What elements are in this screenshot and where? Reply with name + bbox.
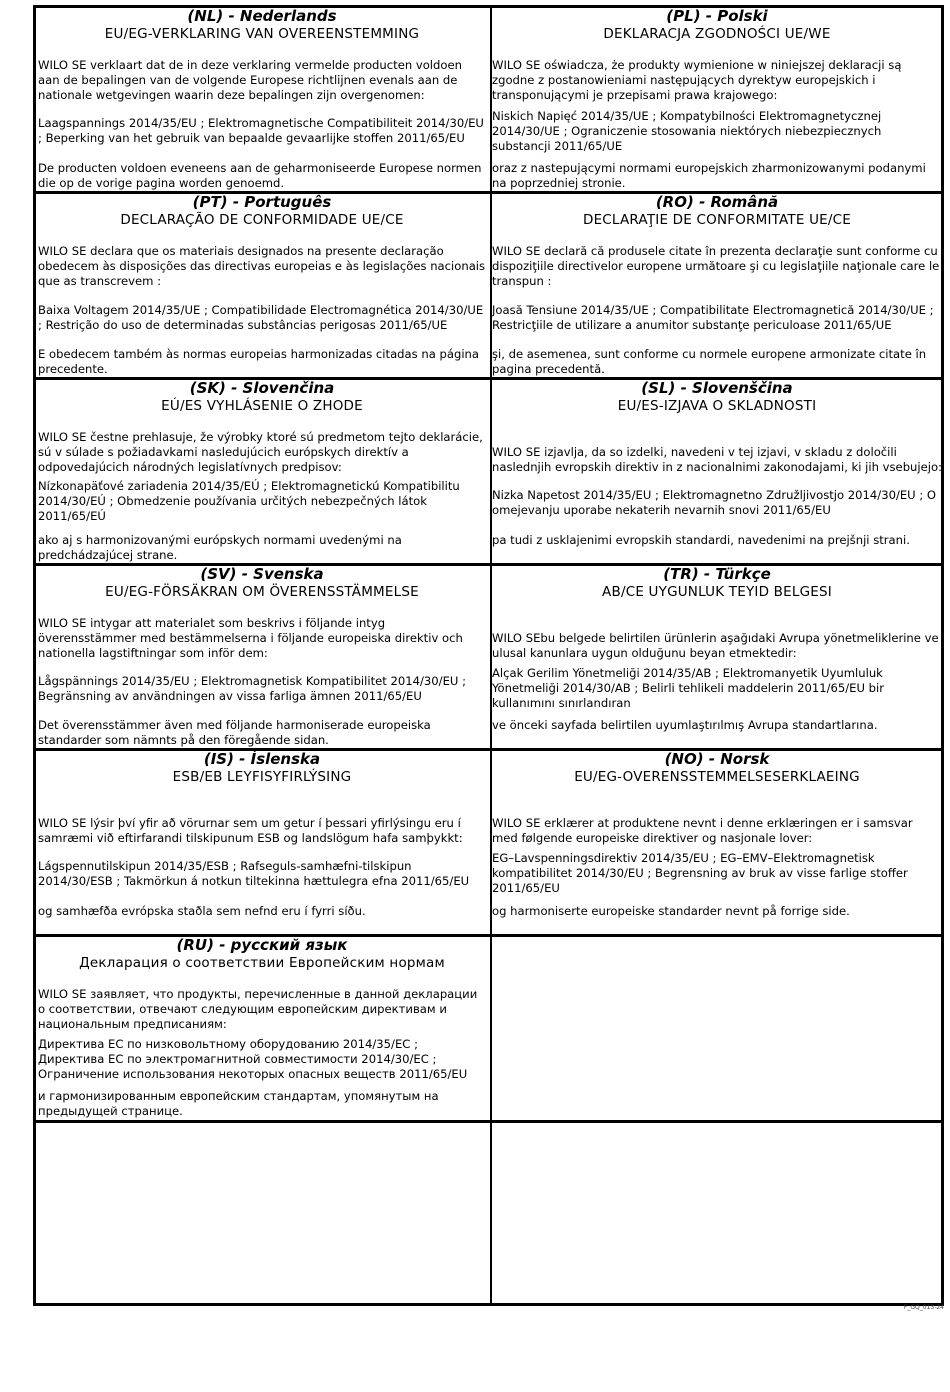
intro-text: WILO SE заявляет, что продукты, перечисленные в данной декларации о соответствии, отвечают следующим европейским директивам и национальным предписаниям: [38,987,478,1031]
declaration-heading: EU/EG-VERKLARING VAN OVEREENSTEMMING [104,26,420,42]
standards-text: ako aj s harmonizovanými európskych normami uvedenými na predchádzajúcej strane. [38,533,402,562]
standards-text: pa tudi z usklajenimi evropskih standardi, navedenimi na prejšnji strani. [492,533,910,547]
language-title: (SL) - Slovenščina [641,380,793,397]
intro-text: WILO SE declară că produsele citate în prezenta declaraţie sunt conforme cu dispoziţiile directivelor europene următoare şi cu legislaţiile naţionale care le transpun : [492,244,940,288]
standards-text: De producten voldoen eveneens aan de geharmoniseerde Europese normen die op de vorige pagina worden genoemd. [38,161,482,190]
section-sv [38,566,486,748]
directives-text: Joasă Tensiune 2014/35/UE ; Compatibilitate Electromagnetică 2014/30/UE ; Restricţiile de utilizare a anumitor substanţe periculoase 2011/65/UE [492,303,934,332]
standards-text: oraz z nastepującymi normami europejskich zharmonizowanymi podanymi na poprzedniej stronie. [492,161,926,190]
section-is [38,751,486,934]
declaration-heading: ESB/EB LEYFISYFIRLÝSING [172,769,352,785]
intro-text: WILO SE izjavlja, da so izdelki, navedeni v tej izjavi, v skladu z določili naslednjih evropskih direktiv in z nacionalnimi zakonodajami, ki jih vsebujejo: [492,445,942,474]
language-title: (SK) - Slovenčina [189,380,335,397]
standards-text: og harmoniserte europeiske standarder nevnt på forrige side. [492,904,850,918]
language-title: (IS) - Íslenska [203,751,321,768]
declaration-heading: Декларация о соответствии Европейским нормам [79,955,445,971]
directives-text: Lágspennutilskipun 2014/35/ESB ; Rafseguls-samhæfni-tilskipun 2014/30/ESB ; Takmörkun á notkun tiltekinna hættulegra efna 2011/65/EU [38,859,470,888]
directives-text: Nízkonapäťové zariadenia 2014/35/EÚ ; Elektromagnetickú Kompatibilitu 2014/30/EÚ ; Obmedzenie používania určitých nebezpečných látok 2011/65/EÚ [38,479,460,523]
directives-text: Baixa Voltagem 2014/35/UE ; Compatibilidade Electromagnética 2014/30/UE ; Restrição do uso de determinadas substâncias perigosas 2011/65/UE [38,303,484,332]
empty-cell [492,937,942,1120]
directives-text: Laagspannings 2014/35/EU ; Elektromagnetische Compatibiliteit 2014/30/EU ; Beperking van het gebruik van bepaalde gevaarlijke stoffen 2011/65/EU [38,116,484,145]
language-title: (PT) - Português [192,194,332,211]
intro-text: WILO SE čestne prehlasuje, že výrobky ktoré sú predmetom tejto deklarácie, sú v súlade s požiadavkami nasledujúcich európskych direktív a odpovedajúcich národných legislatívnych predpisov: [38,430,483,474]
section-sk [38,380,486,563]
section-pt [38,194,486,377]
standards-text: E obedecem também às normas europeias harmonizadas citadas na página precedente. [38,347,479,376]
section-tr [492,566,942,748]
section-ru [38,937,486,1120]
declaration-heading: EU/ES-IZJAVA O SKLADNOSTI [617,398,817,414]
directives-text: Nizka Napetost 2014/35/EU ; Elektromagnetno Združljivostjo 2014/30/EU ; O omejevanju uporabe nekaterih nevarnih snovi 2011/65/EU [492,488,937,517]
language-title: (PL) - Polski [666,8,768,25]
intro-text: WILO SEbu belgede belirtilen ürünlerin aşağıdaki Avrupa yönetmeliklerine ve ulusal kanunlara uygun olduğunu beyan etmektedir: [492,631,939,660]
section-sl [492,380,942,563]
section-ro [492,194,942,377]
section-nl [38,8,486,191]
directives-text: Директива ЕС по низковольтному оборудованию 2014/35/ЕС ; Директива ЕС по электромагнитной совместимости 2014/30/ЕС ; Ограничение использования некоторых опасных веществ 2011/65/EU [38,1037,468,1081]
declaration-grid [33,5,944,1306]
declaration-heading: DECLARAÇÃO DE CONFORMIDADE UE/CE [120,212,404,228]
intro-text: WILO SE oświadcza, że produkty wymienione w niniejszej deklaracji są zgodne z postanowieniami następujących dyrektyw europejskich i transponującymi je przepisami prawa krajowego: [492,58,902,102]
declaration-heading: EU/EG-FÖRSÄKRAN OM ÖVERENSSTÄMMELSE [105,584,419,600]
standards-text: şi, de asemenea, sunt conforme cu normele europene armonizate citate în pagina precedentă. [492,347,927,376]
section-pl [492,8,942,191]
language-title: (NO) - Norsk [664,751,770,768]
directives-text: Alçak Gerilim Yönetmeliği 2014/35/AB ; Elektromanyetik Uyumluluk Yönetmeliği 2014/30/AB ; Belirli tehlikeli maddelerin 2011/65/EU bir kullanımını sınırlandıran [492,666,885,710]
directives-text: EG–Lavspenningsdirektiv 2014/35/EU ; EG–EMV–Elektromagnetisk kompatibilitet 2014/30/EU ; Begrensning av bruk av visse farlige stoffer 2011/65/EU [492,851,908,895]
declaration-heading: EU/EG-OVERENSSTEMMELSESERKLAEING [574,769,860,785]
declaration-heading: EÚ/ES VYHLÁSENIE O ZHODE [161,398,363,414]
form-code: F_GQ_013-24 [903,1304,944,1311]
empty-cell [492,1123,942,1303]
standards-text: и гармонизированным европейским стандартам, упомянутым на предыдущей странице. [38,1089,439,1118]
empty-cell [38,1123,486,1303]
section-no [492,751,942,934]
language-title: (TR) - Türkçe [663,566,771,583]
language-title: (RU) - русский язык [176,937,348,954]
directives-text: Niskich Napięć 2014/35/UE ; Kompatybilności Elektromagnetycznej 2014/30/UE ; Ograniczenie stosowania niektórych niebezpiecznych substancji 2011/65/UE [492,109,882,153]
intro-text: WILO SE verklaart dat de in deze verklaring vermelde producten voldoen aan de bepalingen van de volgende Europese richtlijnen evenals aan de nationale wetgevingen waarin deze bepalingen zijn overgenomen: [38,58,462,102]
language-title: (NL) - Nederlands [187,8,337,25]
language-title: (RO) - Română [655,194,779,211]
intro-text: WILO SE lýsir því yfir að vörurnar sem um getur í þessari yfirlýsingu eru í samræmi við eftirfarandi tilskipunum ESB og landslögum hafa samþykkt: [38,816,463,845]
standards-text: og samhæfða evrópska staðla sem nefnd eru í fyrri síðu. [38,904,366,918]
declaration-heading: DEKLARACJA ZGODNOŚCI UE/WE [603,26,831,42]
intro-text: WILO SE intygar att materialet som beskrivs i följande intyg överensstämmer med bestämmelserna i följande europeiska direktiv och nationella lagstiftningar som inför dem: [38,616,463,660]
intro-text: WILO SE declara que os materiais designados na presente declaração obedecem às disposições das directivas europeias e às legislações nacionais que as transcrevem : [38,244,486,288]
standards-text: ve önceki sayfada belirtilen uyumlaştırılmış Avrupa standartlarına. [492,718,878,732]
language-title: (SV) - Svenska [200,566,324,583]
declaration-heading: DECLARAŢIE DE CONFORMITATE UE/CE [582,212,852,228]
directives-text: Lågspännings 2014/35/EU ; Elektromagnetisk Kompatibilitet 2014/30/EU ; Begränsning av användningen av vissa farliga ämnen 2011/65/EU [38,674,466,703]
intro-text: WILO SE erklærer at produktene nevnt i denne erklæringen er i samsvar med følgende europeiske direktiver og nasjonale lover: [492,816,913,845]
declaration-heading: AB/CE UYGUNLUK TEYID BELGESI [602,584,832,600]
standards-text: Det överensstämmer även med följande harmoniserade europeiska standarder som nämnts på den föregående sidan. [38,718,431,747]
